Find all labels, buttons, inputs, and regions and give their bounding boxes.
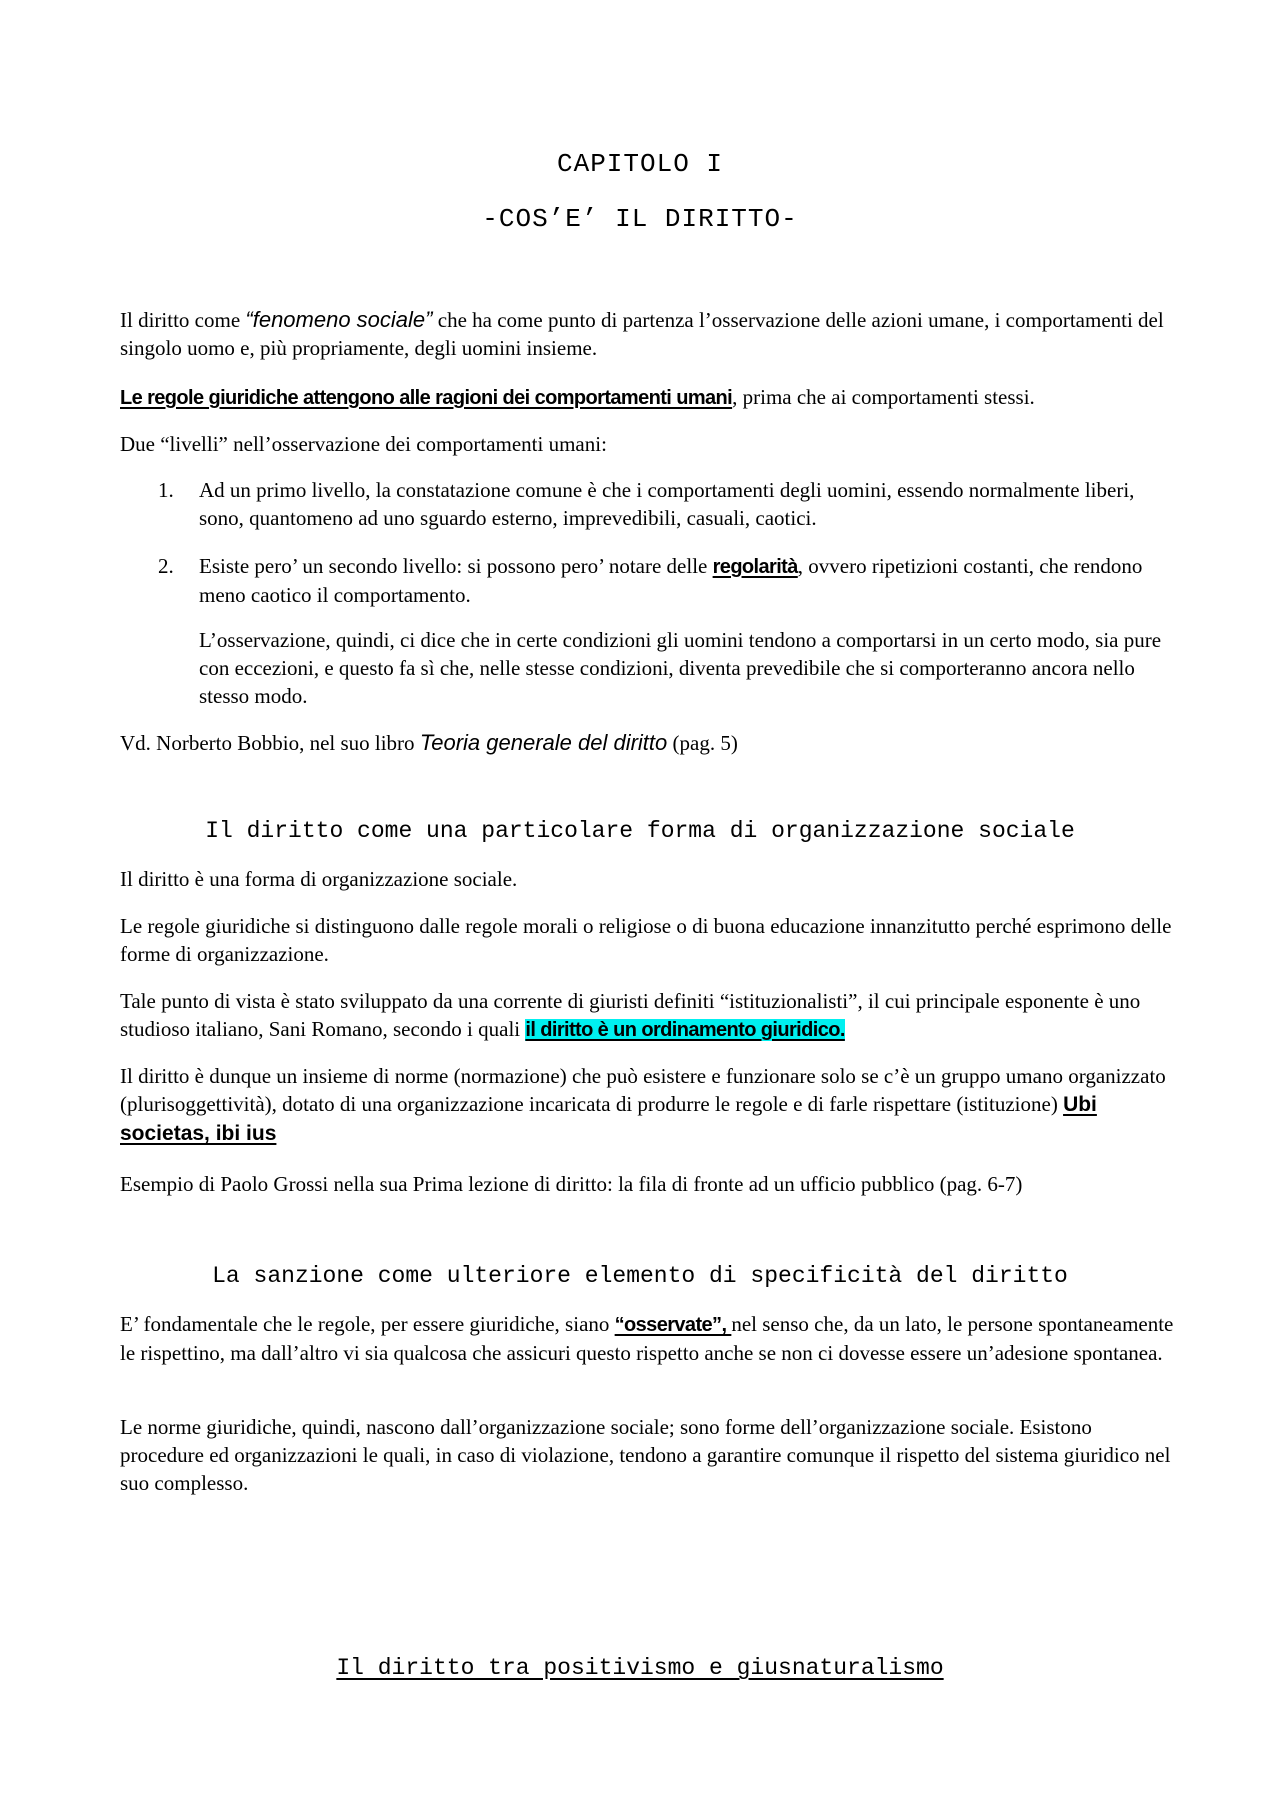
list-item-2-text-continued: , ovvero ripetizioni costanti, che rendono meno caotico il comportamento. <box>199 554 1143 607</box>
section1-paragraph-4 <box>120 1062 1180 1148</box>
intro-paragraph <box>120 306 1180 362</box>
reference-page: (pag. 5) <box>667 731 738 755</box>
section1-paragraph-2: Le regole giuridiche si distinguono dalle regole morali o religiose o di buona educazione innanzitutto perché esprimono delle forme di organizzazione. <box>120 914 1172 966</box>
intro-text: Il diritto come <box>120 308 246 332</box>
istituzionalisti-text: Tale punto di vista è stato sviluppato da una corrente di giuristi definiti “istituzionalisti”, il cui principale esponente è uno studioso italiano, Sani Romano, secondo i quali <box>120 989 1141 1041</box>
book-title: Teoria generale del diritto <box>419 730 668 755</box>
list-item-2 <box>199 552 1179 609</box>
intro-text-continued: che ha come punto di partenza l’osservazione delle azioni umane, i comportamenti del singolo uomo e, più propriamente, degli uomini insieme. <box>120 308 1164 360</box>
section2-paragraph-1 <box>120 1310 1180 1367</box>
rules-key-statement: Le regole giuridiche attengono alle ragioni dei comportamenti umani <box>120 387 733 409</box>
section2-paragraph-2: Le norme giuridiche, quindi, nascono dall’organizzazione sociale; sono forme dell’organizzazione sociale. Esistono procedure ed organizzazioni le quali, in caso di violazione, tendono a garantire comunque il rispetto del sistema giuridico nel suo complesso. <box>120 1415 1171 1495</box>
ordinamento-highlight: il diritto è un ordinamento giuridico. <box>525 1019 845 1041</box>
list-item-2-continuation: L’osservazione, quindi, ci dice che in certe condizioni gli uomini tendono a comportarsi in un certo modo, sia pure con eccezioni, e questo fa sì che, nelle stesse condizioni, diventa prevedibile che si comporteranno ancora nello stesso modo. <box>199 628 1162 708</box>
rules-text: , prima che ai comportamenti stessi. <box>732 385 1035 409</box>
section1-paragraph-3 <box>120 987 1180 1044</box>
section-heading-positivismo: Il diritto tra positivismo e giusnaturalismo <box>336 1655 944 1681</box>
levels-intro: Due “livelli” nell’osservazione dei comportamenti umani: <box>120 432 607 456</box>
reference-text: Vd. Norberto Bobbio, nel suo libro <box>120 731 420 755</box>
section-heading-organizzazione: Il diritto come una particolare forma di organizzazione sociale <box>205 818 1075 844</box>
rules-paragraph <box>120 383 1180 412</box>
osservate-term: “osservate”, <box>614 1314 732 1336</box>
norme-text: Il diritto è dunque un insieme di norme (normazione) che può esistere e funzionare solo se c’è un gruppo umano organizzato (plurisoggettività), dotato di una organizzazione incaricata di produrre le regole e di farle rispettare (istituzione) <box>120 1064 1166 1116</box>
bobbio-reference <box>120 729 1180 757</box>
list-item-2-text: Esiste pero’ un secondo livello: si possono pero’ notare delle <box>199 554 713 578</box>
osservate-text-continued: nel senso che, da un lato, le persone spontaneamente le rispettino, ma dall’altro vi sia qualcosa che assicuri questo rispetto anche se non ci dovesse essere un’adesione spontanea. <box>120 1312 1174 1365</box>
chapter-title: -COS’E’ IL DIRITTO- <box>482 204 798 234</box>
section1-paragraph-5: Esempio di Paolo Grossi nella sua Prima lezione di diritto: la fila di fronte ad un ufficio pubblico (pag. 6-7) <box>120 1172 1023 1196</box>
intro-term: “fenomeno sociale” <box>245 307 433 332</box>
list-marker-1: 1. <box>158 478 174 502</box>
section-heading-sanzione: La sanzione come ulteriore elemento di specificità del diritto <box>212 1263 1068 1289</box>
list-marker-2: 2. <box>158 554 174 578</box>
regolarita-term: regolarità <box>712 556 798 578</box>
section1-paragraph-1: Il diritto è una forma di organizzazione sociale. <box>120 867 518 891</box>
ubi-societas-motto: Ubi societas, ibi ius <box>120 1093 1097 1145</box>
osservate-text: E’ fondamentale che le regole, per essere giuridiche, siano <box>120 1312 615 1336</box>
chapter-number: CAPITOLO I <box>556 149 724 179</box>
list-item-1: Ad un primo livello, la constatazione comune è che i comportamenti degli uomini, essendo normalmente liberi, sono, quantomeno ad uno sguardo esterno, imprevedibili, casuali, caotici. <box>199 478 1135 530</box>
